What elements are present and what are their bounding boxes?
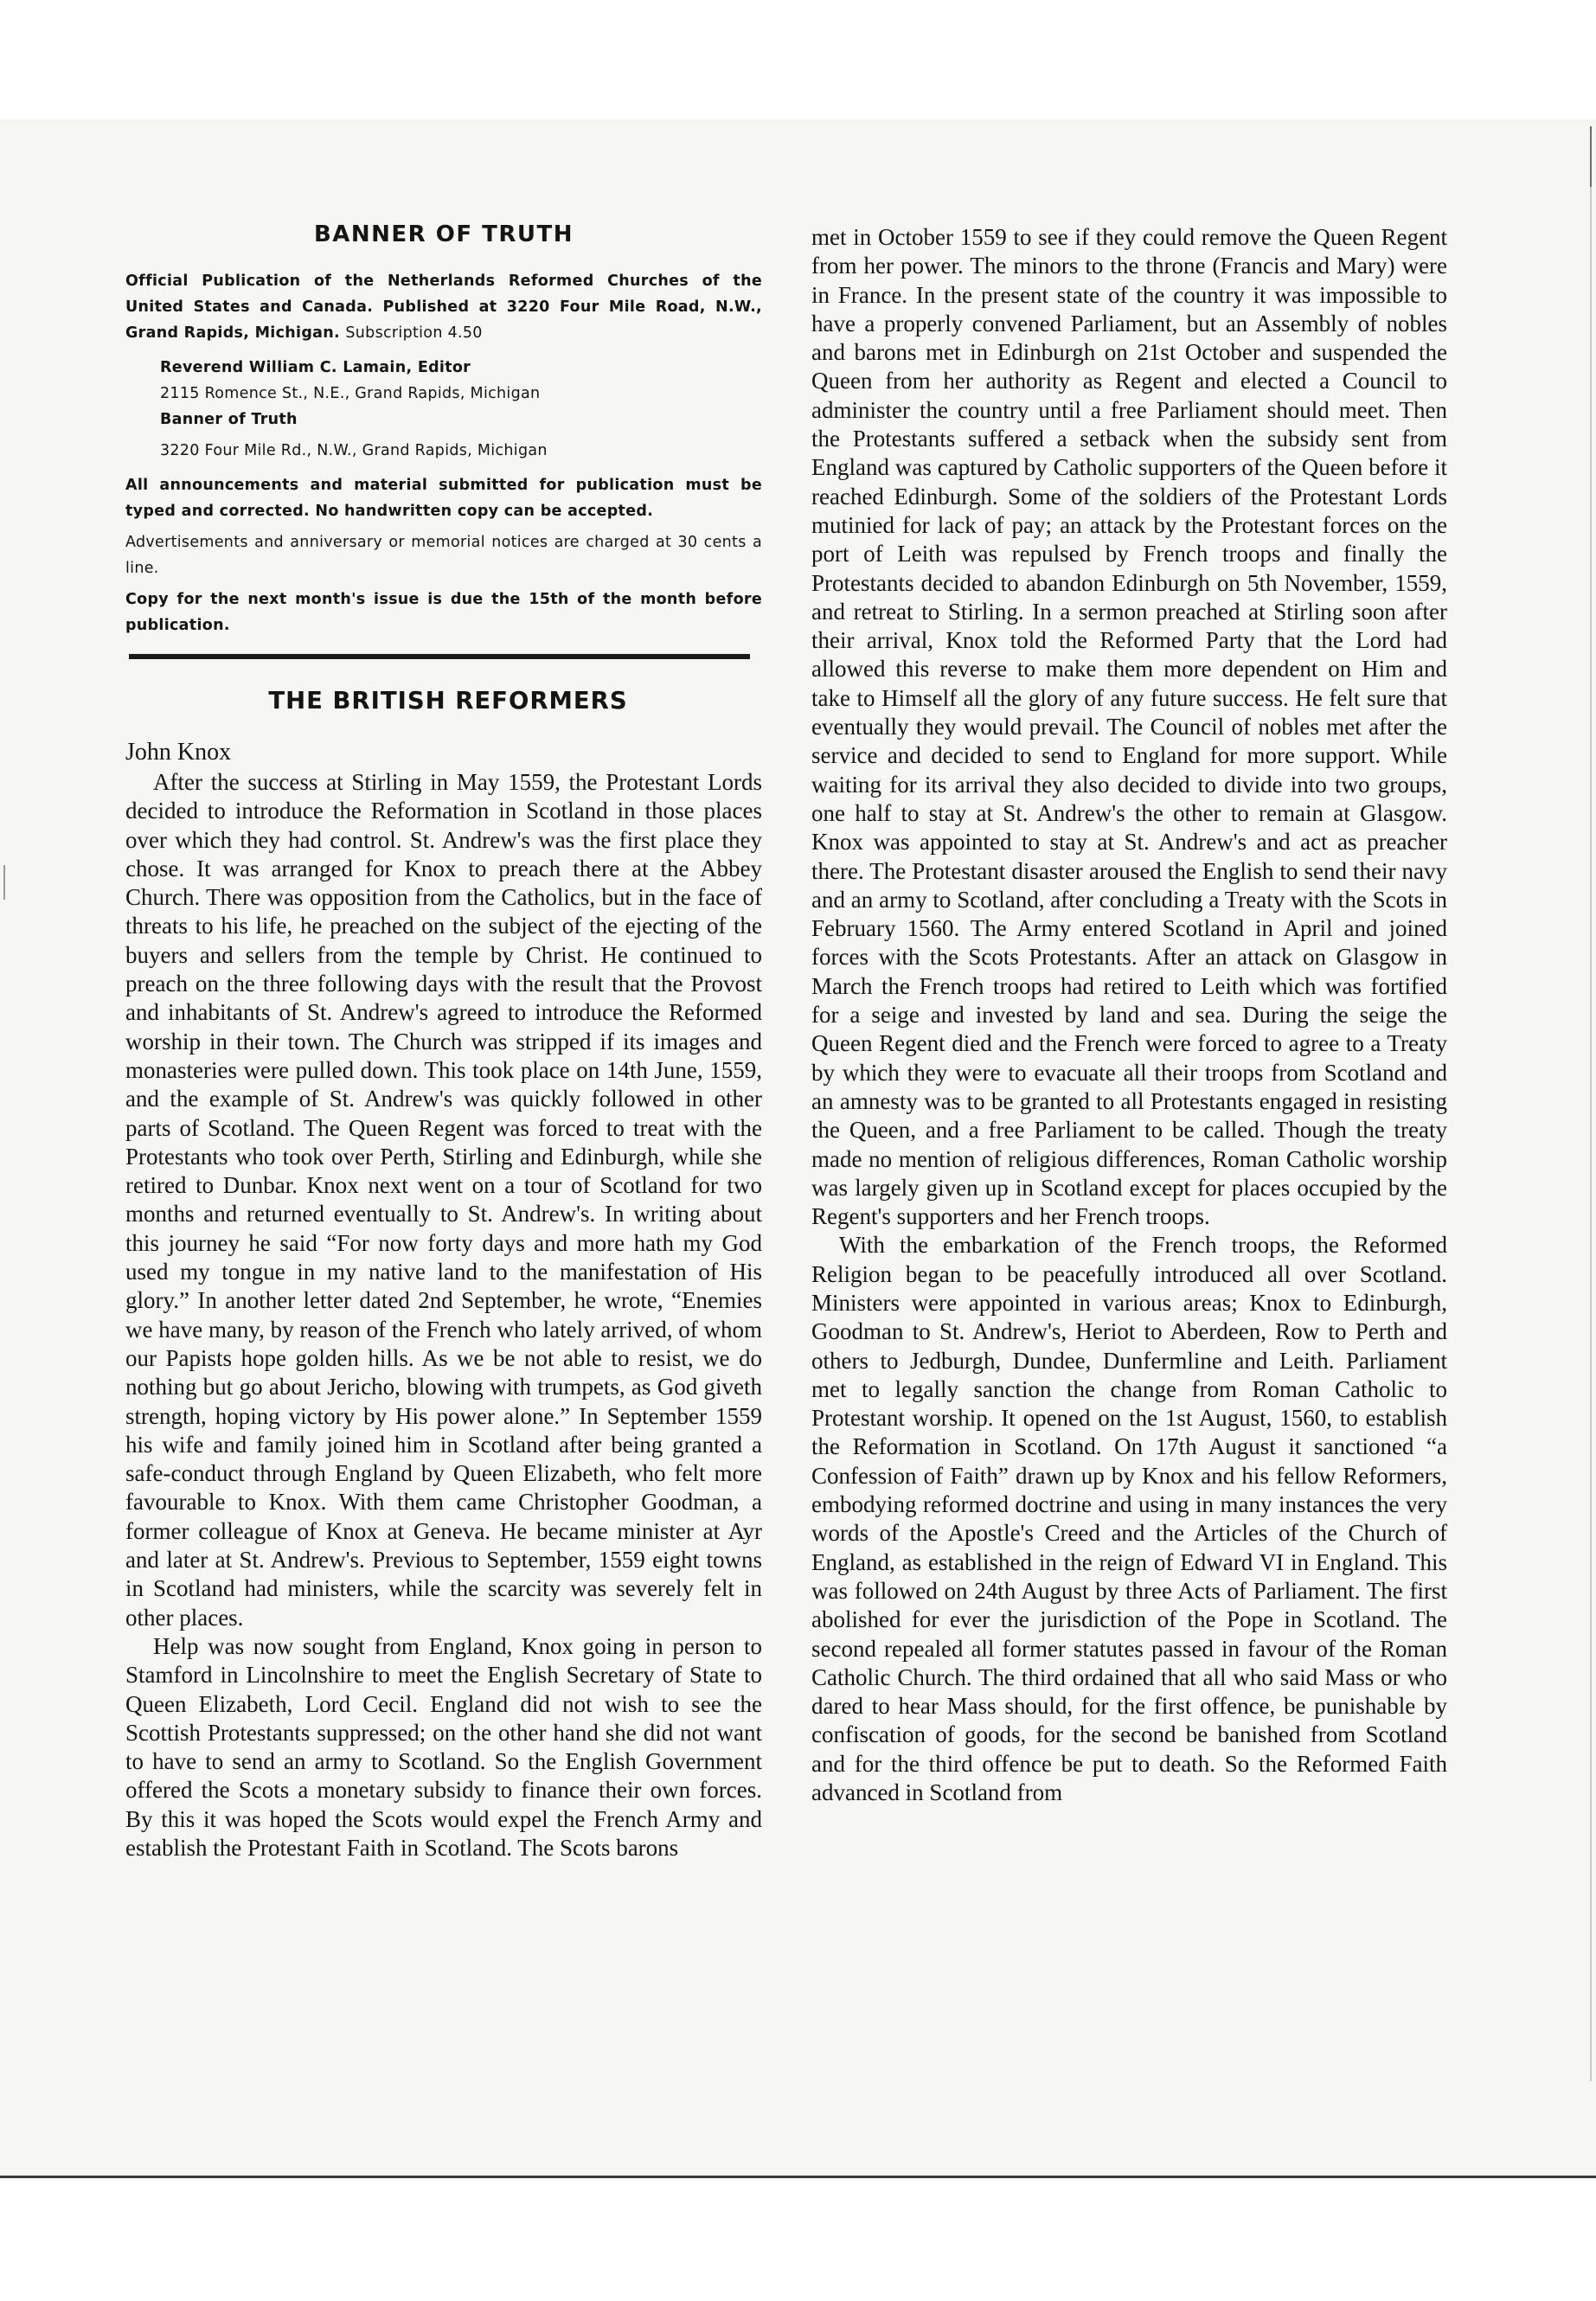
office-address: 3220 Four Mile Rd., N.W., Grand Rapids, Michigan bbox=[160, 442, 548, 459]
masthead-publication-info bbox=[125, 268, 762, 346]
body-paragraph: With the embarkation of the French troops, the Reformed Religion began to be peacefully introduced all over Scotland. Ministers were appointed in various areas; Knox to Edinburgh, Goodman to St. Andrew's, Heriot to Aberdeen, Row to Perth and others to Jedburgh, Dundee, Dunfermline and Leith. Parliament met to legally sanction the change from Roman Catholic to Protestant worship. It opened on the 1st August, 1560, to establish the Reformation in Scotland. On 17th August it sanctioned “a Confession of Faith” drawn up by Knox and his fellow Reformers, embodying reformed doctrine and using in many instances the very words of the Apostle's Creed and the Articles of the Church of England, as established in the reign of Edward VI in England. This was followed on 24th August by three Acts of Parliament. The first abolished for ever the jurisdiction of the Pope in Scotland. The second repealed all former statutes passed in favour of the Roman Catholic Church. The third ordained that all who said Mass or who dared to hear Mass should, for the first offence, be punishable by confiscation of goods, for the second be banished from Scotland and for the third offence be put to death. So the Reformed Faith advanced in Scotland from bbox=[811, 1232, 1447, 1806]
right-column bbox=[811, 223, 1447, 1807]
section-divider bbox=[129, 654, 750, 659]
scan-mark bbox=[3, 865, 5, 900]
article-subheading: John Knox bbox=[125, 739, 232, 766]
page-bottom-edge bbox=[0, 2176, 1596, 2178]
body-paragraph: After the success at Stirling in May 1559, the Protestant Lords decided to introduce the Reformation in Scotland in those places over which they had control. St. Andrew's was the first place they chose. It was arranged for Knox to preach there at the Abbey Church. There was opposition from the Catholics, but in the face of threats to his life, he preached on the subject of the ejecting of the buyers and sellers from the temple by Christ. He continued to preach on the three following days with the result that the Provost and inhabitants of St. Andrew's agreed to introduce the Reformed worship in their town. The Church was stripped if its images and monasteries were pulled down. This took place on 14th June, 1559, and the example of St. Andrew's was quickly followed in other parts of Scotland. The Queen Regent was forced to treat with the Protestants who took over Perth, Stirling and Edinburgh, while she retired to Dunbar. Knox next went on a tour of Scotland for two months and returned eventually to St. Andrew's. In writing about this journey he said “For now forty days and more hath my God used my tongue in my native land to the manifestation of His glory.” In another letter dated 2nd September, he wrote, “Enemies we have many, by reason of the French who lately arrived, of whom our Papists hope golden hills. As we be not able to resist, we do nothing but go about Jericho, blowing with trumpets, as God giveth strength, hoping victory by His power alone.” In September 1559 his wife and family joined him in Scotland after being granted a safe-conduct through England by Queen Elizabeth, who felt more favourable to Knox. With them came Christopher Goodman, a former colleague of Knox at Geneva. He became minister at Ayr and later at St. Andrew's. Previous to September, 1559 eight towns in Scotland had ministers, while the scarcity was severely felt in other places. bbox=[125, 769, 763, 1631]
article-title: THE BRITISH REFORMERS bbox=[268, 687, 628, 715]
scan-mark bbox=[1590, 126, 1592, 187]
advertising-note: Advertisements and anniversary or memorial notices are charged at 30 cents a line. bbox=[125, 534, 762, 577]
body-paragraph: met in October 1559 to see if they could remove the Queen Regent from her power. The minors to the throne (Francis and Mary) were in France. In the present state of the country it was impossible to have a properly convened Parliament, but an Assembly of nobles and barons met in Edinburgh on 21st October and suspended the Queen from her authority as Regent and elected a Council to administer the country until a free Parliament should meet. Then the Protestants suffered a setback when the subsidy sent from England was captured by Catholic supporters of the Queen before it reached Edinburgh. Some of the soldiers of the Protestant Lords mutinied for lack of pay; an attack by the Protestant forces on the port of Leith was repulsed by French troops and finally the Protestants decided to abandon Edinburgh on 5th November, 1559, and retreat to Stirling. In a sermon preached at Stirling soon after their arrival, Knox told the Reformed Party that the Lord had allowed this reverse to make them more dependent on Him and take to Himself all the glory of any future success. He felt sure that eventually they would prevail. The Council of nobles met after the service and decided to send to England for more support. While waiting for its arrival they also decided to divide into two groups, one half to stay at St. Andrew's the other to remain at Glasgow. Knox was appointed to stay at St. Andrew's and act as preacher there. The Protestant disaster aroused the English to send their navy and an army to Scotland, after concluding a Treaty with the Scots in February 1560. The Army entered Scotland in April and joined forces with the Scots Protestants. After an attack on Glasgow in March the French troops had retired to Leith which was fortified for a seige and invested by land and sea. During the seige the Queen Regent died and the French were forced to agree to a Treaty by which they were to evacuate all their troops from Scotland and an amnesty was to be granted to all Protestants engaged in resisting the Queen, and a free Parliament to be called. Though the treaty made no mention of religious differences, Roman Catholic worship was largely given up in Scotland except for places occupied by the Regent's supporters and her French troops. bbox=[811, 224, 1447, 1230]
editor-address: 2115 Romence St., N.E., Grand Rapids, Michigan bbox=[160, 385, 541, 402]
deadline-note: Copy for the next month's issue is due the 15th of the month before publication. bbox=[125, 591, 762, 634]
editor-name: Reverend William C. Lamain, Editor bbox=[160, 359, 471, 376]
body-paragraph: Help was now sought from England, Knox going in person to Stamford in Lincolnshire to meet the English Secretary of State to Queen Elizabeth, Lord Cecil. England did not wish to see the Scottish Protestants suppressed; on the other hand she did not want to have to send an army to Scotland. So the English Government offered the Scots a monetary subsidy to finance their own forces. By this it was hoped the Scots would expel the French Army and establish the Protestant Faith in Scotland. The Scots barons bbox=[125, 1632, 762, 1861]
masthead-title: BANNER OF TRUTH bbox=[313, 221, 574, 247]
left-column bbox=[125, 221, 762, 1862]
subscription-price: Subscription 4.50 bbox=[345, 324, 483, 342]
page-edge-shadow bbox=[1590, 126, 1592, 2081]
office-name: Banner of Truth bbox=[160, 411, 298, 428]
announcements-note: All announcements and material submitted for publication must be typed and corrected. No handwritten copy can be accepted. bbox=[125, 477, 762, 520]
masthead bbox=[125, 221, 762, 638]
publication-line: Official Publication of the Netherlands Reformed Churches of the United States and Canada. Published at 3220 Four Mile Road, N.W., Grand Rapids, Michigan. bbox=[125, 272, 762, 342]
